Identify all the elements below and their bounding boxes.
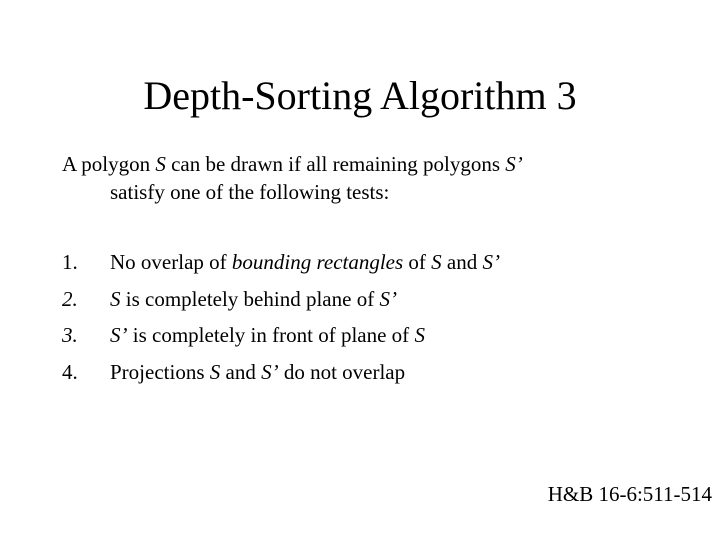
test-text-segment: S [209, 359, 221, 384]
test-item [62, 358, 682, 395]
test-text-segment: S’ [482, 250, 500, 274]
test-number: 1. [62, 250, 78, 274]
test-text-segment: No overlap of [110, 250, 232, 274]
source-reference: H&B 16-6:511-514 [547, 482, 712, 506]
test-text [110, 321, 425, 349]
intro-symbol-s-prime: S’ [505, 152, 523, 176]
test-list [62, 248, 682, 394]
test-text-segment: S [414, 323, 425, 348]
test-text [110, 248, 500, 276]
test-item [62, 285, 682, 322]
test-text-segment: S [431, 250, 442, 274]
test-number: 2. [62, 286, 78, 311]
slide-title: Depth-Sorting Algorithm 3 [143, 73, 577, 118]
test-number: 4. [62, 359, 78, 384]
test-text-segment: S [110, 286, 121, 311]
test-text-segment: of [403, 250, 432, 274]
intro-text: can be drawn if all remaining polygons [165, 152, 506, 176]
test-item [62, 248, 682, 285]
intro-text: A polygon [62, 152, 156, 176]
intro-symbol-s: S [155, 152, 166, 176]
test-text-segment: S’ [110, 323, 128, 348]
intro-paragraph [62, 150, 682, 206]
test-text-segment: do not overlap [278, 359, 406, 384]
test-text [110, 285, 397, 313]
test-text-segment: is completely in front of plane of [127, 323, 415, 348]
test-text-segment: and [220, 359, 262, 384]
test-text-segment: Projections [110, 359, 210, 384]
intro-line-2: satisfy one of the following tests: [110, 180, 390, 204]
test-text-segment: is completely behind plane of [120, 286, 380, 311]
test-number: 3. [62, 323, 78, 348]
test-text-segment: S’ [379, 286, 397, 311]
test-text [110, 358, 405, 386]
test-item [62, 321, 682, 358]
test-text-segment: and [441, 250, 483, 274]
test-text-segment: S’ [261, 359, 279, 384]
test-text-segment: bounding rectangles [231, 250, 404, 274]
